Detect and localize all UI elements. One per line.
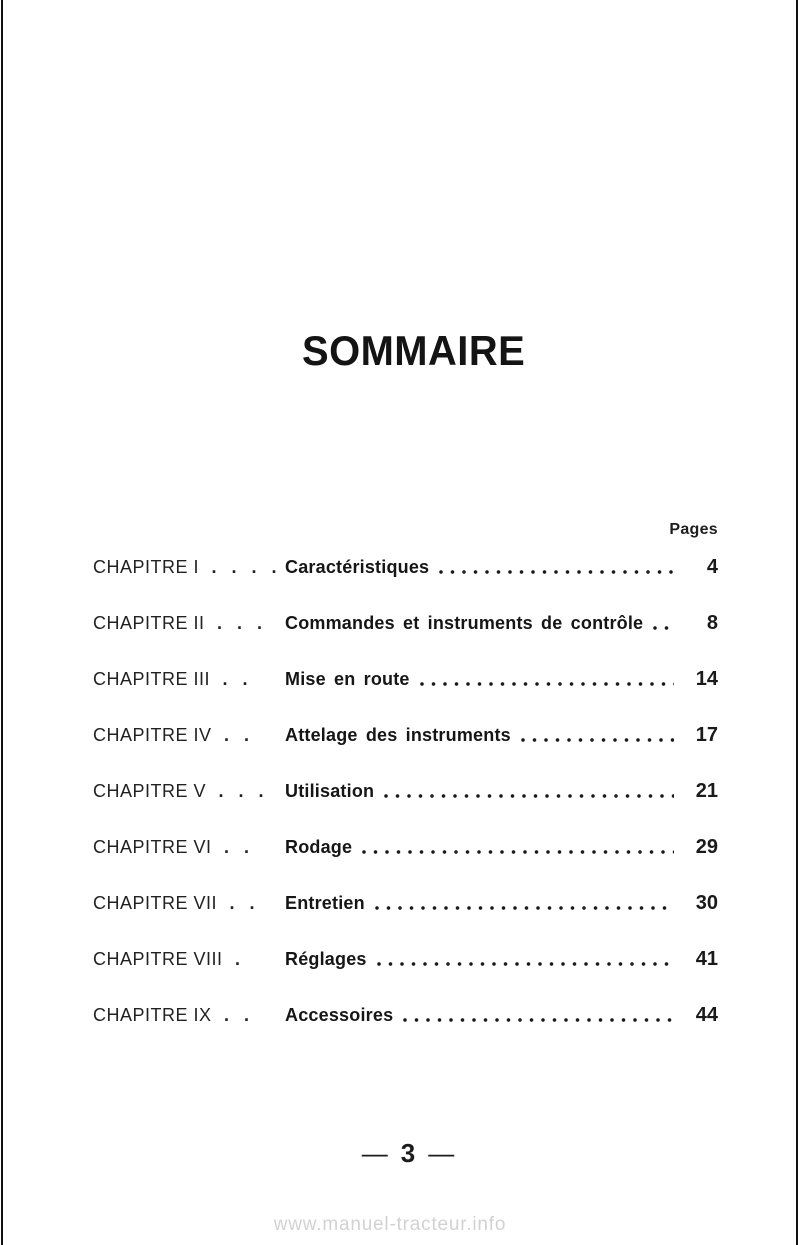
chapter-label	[93, 779, 285, 803]
toc-row	[93, 891, 718, 915]
toc-row	[93, 667, 718, 691]
toc-row	[93, 947, 718, 971]
chapter-label	[93, 891, 285, 915]
entry-page-number: 41	[695, 948, 718, 970]
chapter-label	[93, 835, 285, 859]
dot-leader	[653, 626, 674, 630]
dot-leader	[439, 570, 674, 574]
chapter-label	[93, 1003, 285, 1027]
folio-page-number: 3	[400, 1138, 416, 1168]
chapter-label	[93, 947, 285, 971]
chapter-name: CHAPITRE III	[93, 669, 211, 689]
entry-title: Accessoires	[285, 1005, 394, 1025]
chapter-label	[93, 667, 285, 691]
right-scan-edge-line	[796, 0, 798, 1245]
dot-leader	[420, 682, 674, 686]
chapter-name: CHAPITRE V	[93, 781, 207, 801]
entry-title: Utilisation	[285, 781, 375, 801]
entry-page-number: 29	[695, 836, 718, 858]
entry-page-number: 30	[695, 892, 718, 914]
entry-title: Commandes et instruments de contrôle	[285, 613, 644, 633]
toc-row	[93, 835, 718, 859]
folio-dash-left: —	[361, 1138, 388, 1168]
chapter-label	[93, 555, 285, 579]
page-title: SOMMAIRE	[302, 327, 526, 374]
chapter-label	[93, 723, 285, 747]
dot-leader	[403, 1018, 674, 1022]
chapter-name: CHAPITRE IX	[93, 1005, 212, 1025]
dot-leader	[384, 794, 674, 798]
dot-leader	[362, 850, 674, 854]
dot-leader	[521, 738, 674, 742]
toc-row	[93, 611, 718, 635]
entry-title: Réglages	[285, 949, 367, 969]
folio-dash-right: —	[428, 1138, 455, 1168]
entry-title: Mise en route	[285, 669, 410, 689]
toc-row	[93, 555, 718, 579]
chapter-dots: . . .	[218, 781, 269, 801]
chapter-dots: . . . .	[211, 557, 282, 577]
chapter-dots: . .	[224, 725, 255, 745]
left-scan-edge-line	[1, 0, 3, 1245]
entry-page-number: 14	[695, 668, 718, 690]
entry-page-number: 44	[695, 1004, 718, 1026]
entry-title: Caractéristiques	[285, 557, 430, 577]
toc-row	[93, 779, 718, 803]
chapter-label	[93, 611, 285, 635]
entry-page-number: 21	[695, 780, 718, 802]
chapter-dots: . .	[224, 1005, 255, 1025]
entry-page-number: 17	[695, 724, 718, 746]
pages-column-header: Pages	[669, 521, 718, 538]
entry-title: Attelage des instruments	[285, 725, 511, 745]
chapter-name: CHAPITRE VI	[93, 837, 212, 857]
chapter-dots: . .	[224, 837, 255, 857]
entry-title: Entretien	[285, 893, 365, 913]
dot-leader	[375, 906, 674, 910]
entry-title: Rodage	[285, 837, 353, 857]
dot-leader	[377, 962, 674, 966]
toc-list	[93, 555, 718, 1059]
toc-row	[93, 1003, 718, 1027]
chapter-name: CHAPITRE VIII	[93, 949, 223, 969]
chapter-dots: .	[235, 949, 246, 969]
chapter-dots: . . .	[217, 613, 268, 633]
chapter-name: CHAPITRE II	[93, 613, 205, 633]
footer-folio	[16, 1138, 800, 1168]
chapter-name: CHAPITRE VII	[93, 893, 218, 913]
chapter-name: CHAPITRE I	[93, 557, 200, 577]
chapter-dots: . .	[222, 669, 253, 689]
entry-page-number: 8	[706, 612, 718, 634]
chapter-name: CHAPITRE IV	[93, 725, 212, 745]
watermark: www.manuel-tracteur.info	[273, 1214, 507, 1235]
chapter-dots: . .	[229, 893, 260, 913]
entry-page-number: 4	[706, 556, 718, 578]
toc-row	[93, 723, 718, 747]
